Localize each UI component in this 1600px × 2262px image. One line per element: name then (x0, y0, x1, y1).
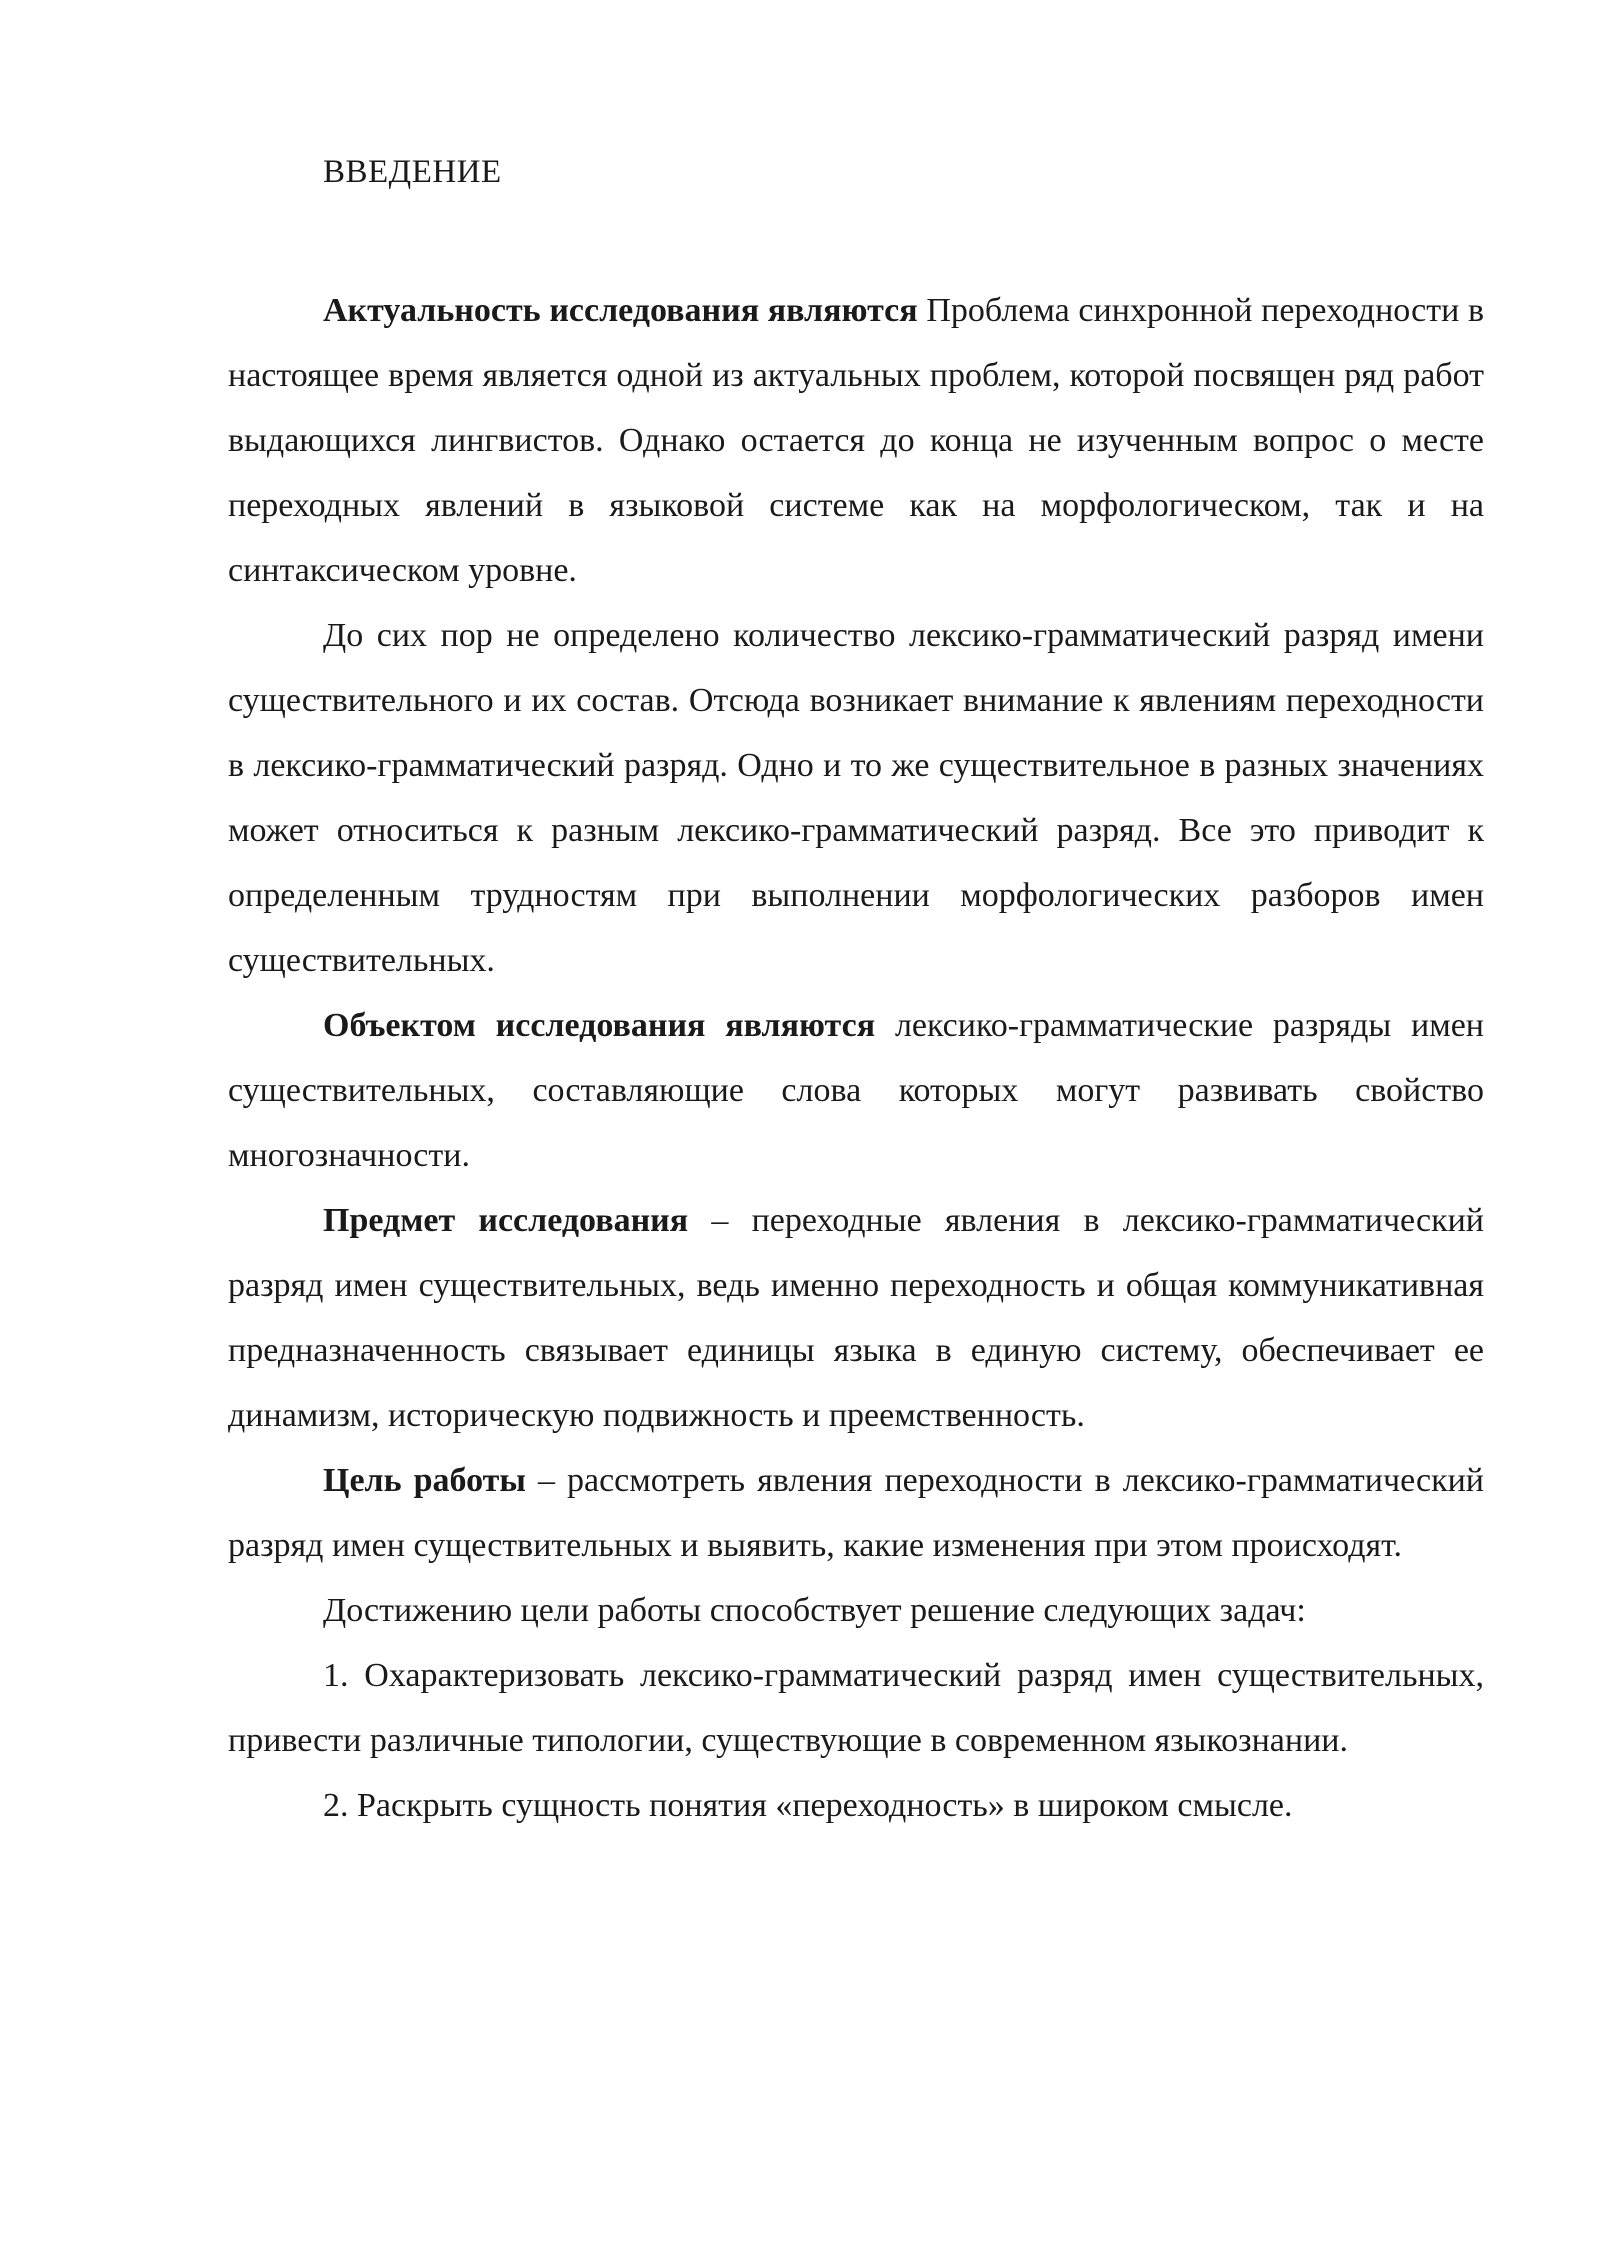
paragraph-text: Проблема синхронной переходности в настоящее время является одной из актуальных проблем, которой посвящен ряд работ выдающихся лингвистов. Однако остается до конца не изученным вопрос о месте переходных явлений в языковой системе как на морфологическом, так и на синтаксическом уровне. (228, 292, 1484, 589)
paragraph-task-2 (228, 1773, 1484, 1838)
paragraph-text: – переходные явления в лексико-грамматический разряд имен существительных, ведь именно переходность и общая коммуникативная предназначенность связывает единицы языка в единую систему, обеспечивает ее динамизм, историческую подвижность и преемственность. (228, 1202, 1484, 1434)
paragraph-text: Достижению цели работы способствует решение следующих задач: (323, 1592, 1306, 1629)
paragraph-goal (228, 1448, 1484, 1578)
paragraph-bold-lead: Объектом исследования являются (323, 1007, 876, 1044)
paragraph-bold-lead: Актуальность исследования являются (323, 292, 918, 329)
paragraph-text: – рассмотреть явления переходности в лексико-грамматический разряд имен существительных и выявить, какие изменения при этом происходят. (228, 1462, 1485, 1564)
paragraph-text: 2. Раскрыть сущность понятия «переходность» в широком смысле. (323, 1787, 1293, 1824)
paragraph-bold-lead: Цель работы (323, 1462, 526, 1499)
paragraph-undefined-count (228, 603, 1484, 993)
paragraph-bold-lead: Предмет исследования (323, 1202, 689, 1239)
body-text (228, 278, 1484, 1838)
paragraph-text: лексико-грамматические разряды имен существительных, составляющие слова которых могут развивать свойство многозначности. (228, 1007, 1484, 1174)
paragraph-task-1 (228, 1643, 1484, 1773)
section-heading: ВВЕДЕНИЕ (323, 154, 502, 190)
paragraph-tasks-intro (228, 1578, 1484, 1643)
paragraph-text: 1. Охарактеризовать лексико-грамматический разряд имен существительных, привести различные типологии, существующие в современном языкознании. (228, 1657, 1484, 1759)
paragraph-object (228, 993, 1484, 1188)
paragraph-subject (228, 1188, 1484, 1448)
paragraph-text: До сих пор не определено количество лексико-грамматический разряд имени существительного и их состав. Отсюда возникает внимание к явлениям переходности в лексико-грамматический разряд. Одно и то же существительное в разных значениях может относиться к разным лексико-грамматический разряд. Все это приводит к определенным трудностям при выполнении морфологических разборов имен существительных. (228, 617, 1484, 979)
paragraph-relevance (228, 278, 1484, 603)
